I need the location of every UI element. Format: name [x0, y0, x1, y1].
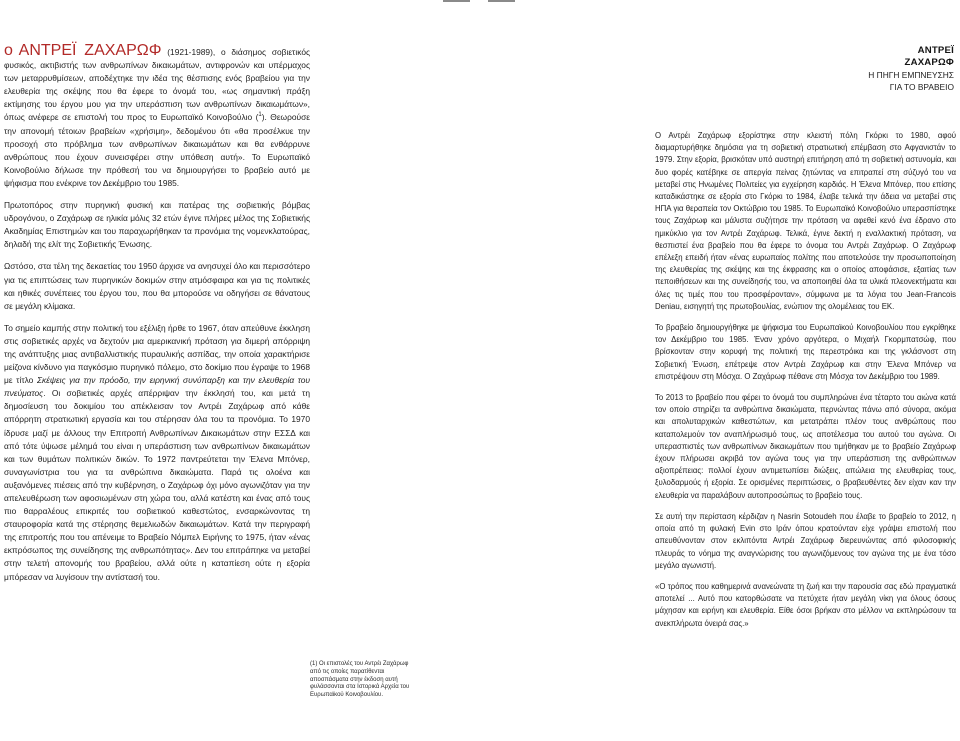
- essay-title: Σκέψεις για την πρόοδο, την ειρηνική συνύπαρξη και την ελευθερία του πνεύματος: [4, 375, 310, 399]
- top-crop-mark-right: [488, 0, 515, 2]
- footnote-text: Οι επιστολές του Αντρέι Ζαχάρωφ από τις οποίες παρατίθενται αποσπάσματα στην έκδοση αυτή φυλάσσονται στα Ιστορικά Αρχεία του Ευρωπαϊκού Κοινοβουλίου.: [310, 661, 410, 699]
- article-paragraph-1: [4, 44, 310, 190]
- paragraph-text: ). Θεωρούσε την απονομή τέτοιων βραβείων «χρήσιμη», δεδομένου ότι «θα προσέλκυε την προσοχή στο πρόβλημα των ανθρωπίνων δικαιωμάτων και θα ενθάρρυνε ανθρώπους που έχουν συνεισφέρει στην υπόθεση αυτή». Το Ευρωπαϊκό Κοινοβούλιο δήλωσε την πρόθεσή του να δημιουργήσει το βραβείο αυτό με ψήφισμα που ενέκρινε τον Δεκέμβριο του 1985.: [4, 112, 311, 188]
- sidebar-paragraph-3: Το 2013 το βραβείο που φέρει το όνομά του συμπληρώνει ένα τέταρτο του αιώνα κατά τον οποίο στηρίζει τα ανθρώπινα δικαιώματα, περνώντας πάνω από σύνορα, ακόμα και απολυταρχικών καθεστώτων, και μετατράπει πλέον τους ανθρώπους που καταπολεμούν τον αναπλήρωσιμό τους, ως αποτέλεσμα του αυτού του αγώνα. Οι υπερασπιστές των ανθρωπίνων δικαιωμάτων που τιμήθηκαν με το βραβείο Ζαχάρωφ έχουν πλήρωσει ακριβά τον αγώνα τους για την υπεράσπιση της ανθρώπινων αξιοπρέπειας: πολλοί έχουν αντιμετωπίσει διώξεις, απώλεια της ελευθερίας τους, ξυλοδαρμούς ή εξορία. Σε ορισμένες περιπτώσεις, ο βραβευθέντες δεν είχαν καν την ελευθερία να παραλάβουν αυτοπροσώπως το βραβείο τους.: [655, 393, 956, 500]
- paragraph-text: ο διάσημος σοβιετικός φυσικός, ακτιβιστής των ανθρωπίνων δικαιωμάτων, αντιφρονών και υπέρμαχος των μεταρρυθμίσεων, αποδέχτηκε την ιδέα της θέσπισης ενός βραβείου για την ελευθερία της σκέψης που θα έφερε το όνομά του, «ως σημαντική πράξη εκτίμησης του έργου μου για την υπεράσπιση των ανθρωπίνων δικαιωμάτων», όπως ανέφερε σε επιστολή του προς το Ευρωπαϊκό Κοινοβούλιο (: [4, 47, 311, 123]
- sidebar-paragraph-5: «Ο τρόπος που καθημερινά ανανεώνατε τη ζωή και την παρουσία σας εδώ πραγματικά αποτελεί ... Αυτό που κατορθώσατε να πετύχετε ήταν μεγάλη νίκη για όλους όσους μάχησαν και ειρήνη και ελευθερία. Είθε όσοι βρήκαν στο μέλλον να εκπληρώσουν τα ανεκπλήρωτα όνειρά σας.»: [655, 581, 956, 628]
- sidebar-subtitle-line-1: Η ΠΗΓΗ ΕΜΠΝΕΥΣΗΣ: [868, 70, 954, 80]
- top-crop-mark-left: [443, 0, 470, 2]
- sidebar-paragraph-4: Σε αυτή την περίσταση κέρδιζαν η Nasrin Sotoudeh που έλαβε το βραβείο το 2012, η οποία από τη φυλακή Εvin στο Ιράν όπου κρατούνταν είχε γράψει επιστολή που απευθύνονταν στον εκλιπόντα Αντρέι Ζαχάρωφ διερευνώντας από φιλοσοφικής πλευράς το νόημα της αναγνώρισης του αγωνιζόμενους τον αγώνα της με ένα τόσο μεγάλο αγωνιστή.: [655, 511, 956, 570]
- footnote-reference: 1: [258, 112, 262, 119]
- main-article-column: [4, 44, 310, 593]
- paragraph-text: Το σημείο καμπής στην πολιτική του εξέλιξη ήρθε το 1967, όταν απεύθυνε έκκληση στις σοβιετικές αρχές να δεχτούν μια αμερικανική πρόταση για διμερή απόρριψη της ανάπτυξης μιας αντιβαλλιστικής πυραυλικής ασπίδας, την οποία χαρακτήρισε μείζονα κίνδυνο για παγκόσμιο πυρηνικό πόλεμο, στο δοκίμιο που έγραψε το 1968 με τίτλο: [4, 322, 310, 386]
- sidebar-paragraph-1: Ο Αντρέι Ζαχάρωφ εξορίστηκε στην κλειστή πόλη Γκόρκι το 1980, αφού διαμαρτυρήθηκε δημόσια για τη σοβιετική στρατιωτική επέμβαση στο Αφγανιστάν το 1979. Στην εξορία, βρισκόταν υπό αυστηρή επιτήρηση από τη σοβιετική αστυνομία, και δυο φορές κατέβηκε σε απεργία πείνας ζητώντας να επιτραπεί στη σύζυγό του να μεταβεί στις Ηνωμένες Πολιτείες για εγχείρηση καρδιάς. Η Έλενα Μπόνερ, που επίσης καταδικάστηκε σε εξορία στο Γκόρκι το 1984, έλαβε τελικά την άδεια να μεταβεί στις ΗΠΑ για θεραπεία τον Οκτώβριο του 1985. Το Ευρωπαϊκό Κοινοβούλιο υπερασπίστηκε τους Ζαχάρωφ και μάλιστα συζήτησε την πρόταση να αφεθεί κενό ένα έδρανο στο ημικύκλιο για τον Αντρέι Ζαχάρωφ. Τελικά, έγινε δεκτή η εναλλακτική πρόταση, να θεσπιστεί ένα βραβείο που θα έφερε το όνομα του Αντρέι Ζαχάρωφ. Ο Ζαχάρωφ επέλεξη επειδή ήταν «ένας ευρωπαίος πολίτης που αποτελούσε την προσωποποίηση της ελευθερίας της σκέψης και της έκφρασης και ο οποίος αποφάσισε, εξαιτίας των πεποιθήσεων και της συνείδησής του, να αποποιηθεί όλα τα υλικά πλεονεκτήματα και όλες τις τιμές που του προσφέρονταν», σύμφωνα με τα λόγια του Jean-Francois Deniau, εισηγητή της πρωτοβουλίας, ενώπιον της ολομέλειας του ΕΚ.: [655, 131, 956, 311]
- sidebar-title-line-2: ΖΑΧΑΡΩΦ: [904, 57, 954, 68]
- article-paragraph-4: [4, 322, 310, 584]
- article-paragraph-2: Πρωτοπόρος στην πυρηνική φυσική και πατέρας της σοβιετικής βόμβας υδρογόνου, ο Ζαχάρωφ σε ηλικία μόλις 32 ετών έγινε πλήρες μέλος της Σοβιετικής Ακαδημίας Επιστημών και του παραχωρήθηκαν τα προνόμια της νομενκλατούρας, δηλαδή της ελίτ της Σοβιετικής Ένωσης.: [4, 200, 310, 250]
- paragraph-text: . Οι σοβιετικές αρχές απέρριψαν την έκκλησή του, και μετά τη δημοσίευση του δοκιμίου του απέκλεισαν τον Αντρέι Ζαχάρωφ από κάθε απόρρητη στρατιωτική εργασία και του στέρησαν όλα του τα προνόμια. Το 1970 ίδρυσε μαζί με άλλους την Επιτροπή Ανθρωπίνων Δικαιωμάτων στην ΕΣΣΔ και από τότε ύψωσε μέλημά του είναι η υπεράσπιση των ανθρωπίνων δικαιωμάτων και των θυμάτων πολιτικών δικών. Το 1972 παντρεύτεται την Έλενα Μπόνερ, συναγωνίστρια του για τα ανθρώπινα δικαιώματα. Παρά τις ολοένα και αυξανόμενες πιέσεις από την κυβέρνηση, ο Ζαχάρωφ όχι μόνο αγωνιζόταν για την απελευθέρωση των αφοσιωμένων στη χώρα του, αλλά κατέστη και ένας από τους πιο θαρραλέους επικριτές του σοβιετικού καθεστώτος, ενσαρκώνοντας τη σταυροφορία κατά της στέρησης θεμελιωδών δικαιωμάτων. Κατά την περιγραφή της επιτροπής που του απένειμε το Βραβείο Νόμπελ Ειρήνης το 1975, ήταν «ένας εκπρόσωπος της συνείδησης της ανθρωπότητας». Δεν του επιτράπηκε να μεταβεί στην τελετή απονομής του βραβείου, αλλά ούτε η καταπίεση ούτε η εξορία μπόρεσαν να λυγίσουν την αντίστασή του.: [4, 388, 310, 582]
- sidebar-paragraph-2: Το βραβείο δημιουργήθηκε με ψήφισμα του Ευρωπαϊκού Κοινοβουλίου που εγκρίθηκε τον Δεκέμβριο του 1985. Έναν χρόνο αργότερα, ο Μιχαήλ Γκορμπατσώφ, που βρίσκονταν στην κορυφή της πολιτική της περεστρόικα και της γκλάσνοστ στη Σοβιετική Ένωση, επέτρεψε στον Αντρέι Ζαχάρωφ και στην Έλενα Μπόνερ να επιστρέψουν στη Μόσχα. Ο Ζαχάρωφ πέθανε στη Μόσχα τον Δεκέμβριο του 1989.: [655, 323, 956, 381]
- footnote-marker: (1): [310, 661, 318, 667]
- lead-name: ΑΝΤΡΕΪ ΖΑΧΑΡΩΦ: [18, 42, 162, 59]
- sidebar-title-line-1: ΑΝΤΡΕΪ: [917, 45, 954, 56]
- sidebar-subtitle-line-2: ΓΙΑ ΤΟ ΒΡΑΒΕΙΟ: [889, 82, 954, 92]
- sidebar-column: [655, 130, 956, 639]
- footnote: [310, 661, 416, 700]
- lead-dates: (1921-1989),: [167, 47, 216, 57]
- lead-article: ο: [4, 42, 13, 59]
- sidebar-header: [734, 45, 954, 93]
- article-paragraph-3: Ωστόσο, στα τέλη της δεκαετίας του 1950 άρχισε να ανησυχεί όλο και περισσότερο για τις επιπτώσεις των πυρηνικών δοκιμών στην ατμόσφαιρα και για τις πολιτικές και ηθικές συνέπειες του έργου του, που θα μπορούσε να οδηγήσει σε θάνατους σε μεγάλη κλίμακα.: [4, 261, 310, 311]
